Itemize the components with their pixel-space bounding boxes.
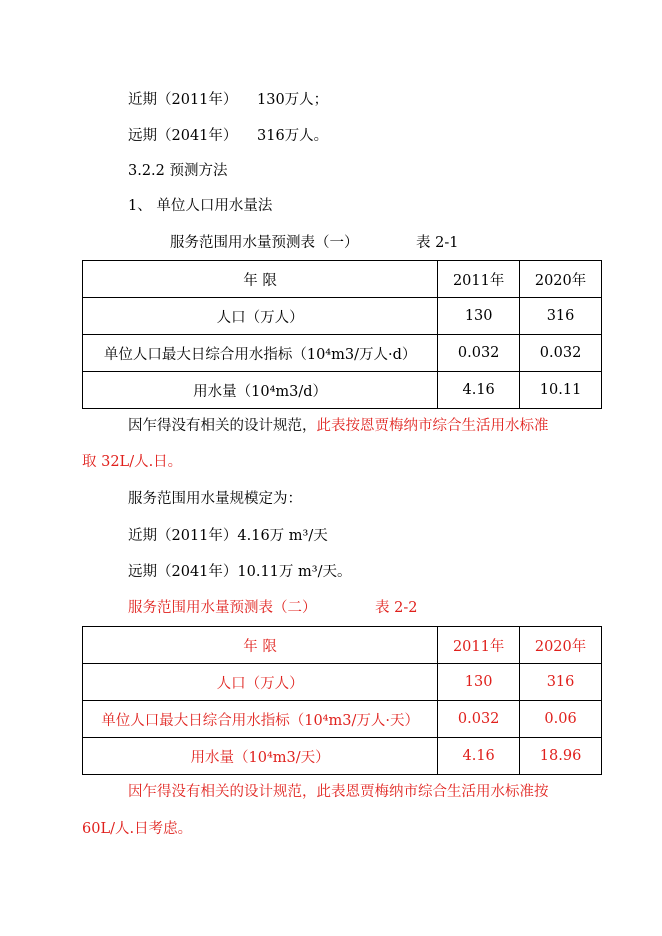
table-cell: 4.16 bbox=[438, 372, 520, 409]
table-cell: 316 bbox=[520, 298, 602, 335]
table-header-cell: 2020年 bbox=[520, 627, 602, 664]
scale-intro: 服务范围用水量规模定为： bbox=[128, 491, 302, 507]
forecast-near-value: 130万人； bbox=[257, 92, 329, 108]
table-cell: 单位人口最大日综合用水指标（10⁴m3/万人·d） bbox=[83, 335, 438, 372]
table-cell: 0.032 bbox=[438, 335, 520, 372]
table-cell: 0.032 bbox=[520, 335, 602, 372]
section-heading: 3.2.2 预测方法 bbox=[128, 163, 228, 179]
forecast-far-value: 316万人。 bbox=[257, 128, 329, 144]
table-row bbox=[83, 701, 602, 738]
note1-line2: 取 32L/人.日。 bbox=[82, 454, 183, 470]
table-header-cell: 2011年 bbox=[438, 261, 520, 298]
table2-number: 表 2-2 bbox=[375, 600, 418, 616]
table-cell: 用水量（10⁴m3/天） bbox=[83, 738, 438, 775]
table1-number: 表 2-1 bbox=[416, 235, 459, 251]
table-header-row bbox=[83, 261, 602, 298]
table-header-cell: 2011年 bbox=[438, 627, 520, 664]
table-cell: 4.16 bbox=[438, 738, 520, 775]
table-row bbox=[83, 738, 602, 775]
table-cell: 18.96 bbox=[520, 738, 602, 775]
note1-black-text: 因乍得没有相关的设计规范， bbox=[128, 418, 317, 434]
table-header-cell: 2020年 bbox=[520, 261, 602, 298]
note1-line1 bbox=[128, 416, 549, 436]
table-header-cell: 年 限 bbox=[83, 627, 438, 664]
water-forecast-table-2 bbox=[82, 626, 602, 775]
forecast-far-label: 远期（2041年） bbox=[128, 128, 238, 144]
table-row bbox=[83, 372, 602, 409]
note2-line2: 60L/人.日考虑。 bbox=[82, 821, 193, 837]
table1-caption: 服务范围用水量预测表（一） bbox=[170, 235, 359, 251]
table-cell: 0.06 bbox=[520, 701, 602, 738]
table-row bbox=[83, 335, 602, 372]
note2-line1: 因乍得没有相关的设计规范，此表恩贾梅纳市综合生活用水标准按 bbox=[128, 784, 549, 800]
water-forecast-table-1 bbox=[82, 260, 602, 409]
table-cell: 130 bbox=[438, 298, 520, 335]
table2-caption: 服务范围用水量预测表（二） bbox=[128, 600, 317, 616]
table-row bbox=[83, 664, 602, 701]
scale-far: 远期（2041年）10.11万 m³/天。 bbox=[128, 564, 352, 580]
table-cell: 人口（万人） bbox=[83, 298, 438, 335]
table-header-row bbox=[83, 627, 602, 664]
table-header-cell: 年 限 bbox=[83, 261, 438, 298]
forecast-near-label: 近期（2011年） bbox=[128, 92, 238, 108]
table-cell: 130 bbox=[438, 664, 520, 701]
table-cell: 10.11 bbox=[520, 372, 602, 409]
table-row bbox=[83, 298, 602, 335]
method-heading: 1、 单位人口用水量法 bbox=[128, 198, 273, 214]
table-cell: 316 bbox=[520, 664, 602, 701]
table-cell: 人口（万人） bbox=[83, 664, 438, 701]
table-cell: 0.032 bbox=[438, 701, 520, 738]
table-cell: 用水量（10⁴m3/d） bbox=[83, 372, 438, 409]
table-cell: 单位人口最大日综合用水指标（10⁴m3/万人·天） bbox=[83, 701, 438, 738]
scale-near: 近期（2011年）4.16万 m³/天 bbox=[128, 528, 328, 544]
note1-red-text: 此表按恩贾梅纳市综合生活用水标准 bbox=[316, 418, 549, 434]
